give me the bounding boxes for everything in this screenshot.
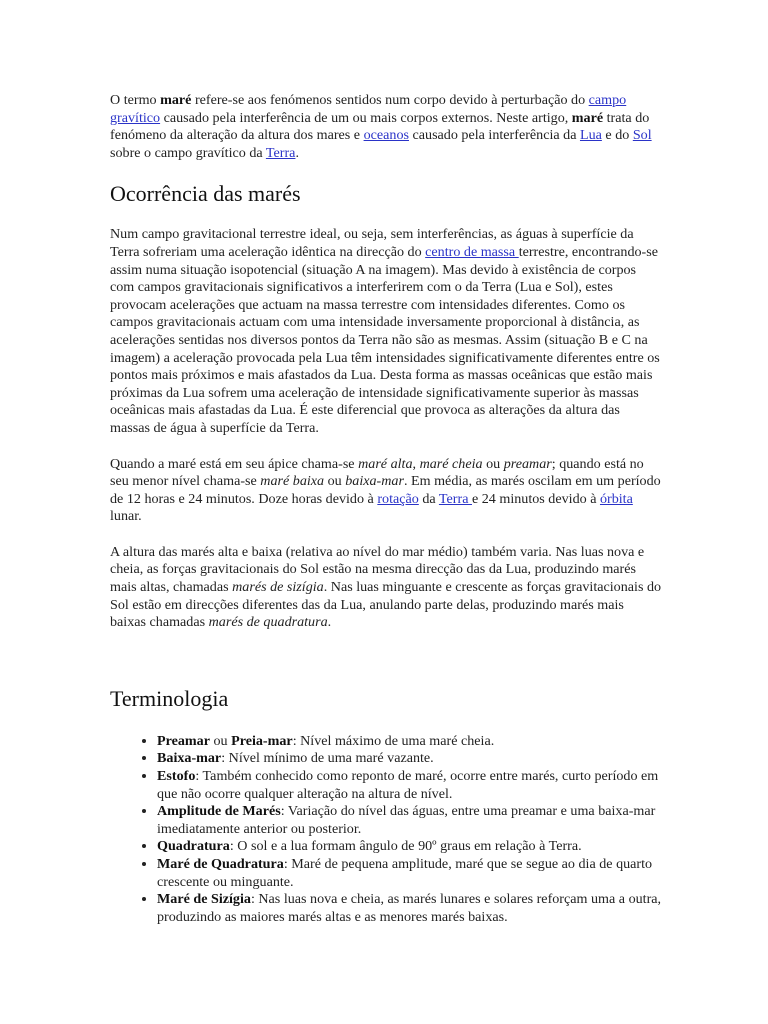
p2-text-7: da (418, 490, 439, 507)
p3-italic-quadratura: marés de quadratura (208, 614, 328, 631)
p1-text-1: Num campo gravitacional terrestre ideal, ou seja, sem interferências, as águas à superfície da Terra sofreriam uma aceleração idêntica na direcção do (110, 226, 634, 260)
terminology-list (110, 733, 662, 927)
link-rotacao[interactable]: rotação (377, 490, 419, 507)
term-definition: : Nas luas nova e cheia, as marés lunares e solares reforçam uma a outra, produzindo as maiores marés altas e as menores marés baixas. (157, 891, 662, 925)
term-definition: : Nível mínimo de uma maré vazante. (221, 750, 434, 767)
term-name: Estofo (157, 768, 196, 785)
term-name: Preamar (157, 732, 210, 749)
term-name: Quadratura (157, 838, 230, 855)
term-definition: : Variação do nível das águas, entre uma preamar e uma baixa-mar imediatamente anterior ou posterior. (157, 803, 656, 837)
intro-text-5: causado pela interferência da (408, 127, 580, 144)
term-item-mare-quadratura (157, 856, 662, 891)
term-name: Maré de Sizígia (157, 891, 251, 908)
term-definition: : Maré de pequena amplitude, maré que se segue ao dia de quarto crescente ou minguante. (157, 856, 653, 890)
link-oceanos[interactable]: oceanos (363, 127, 409, 144)
term-item-mare-sizigia (157, 891, 662, 926)
intro-text-6: e do (601, 127, 633, 144)
term-item-quadratura (157, 838, 662, 856)
link-campo-gravitico[interactable]: campo gravítico (110, 92, 627, 126)
p2-italic-mare-cheia: maré cheia (419, 455, 483, 472)
intro-text-1: O termo (110, 92, 161, 108)
term-name: Maré de Quadratura (157, 856, 284, 872)
term-item-baixa-mar (157, 750, 662, 768)
intro-text-2: refere-se aos fenómenos sentidos num corpo devido à perturbação do (191, 92, 589, 108)
p2-text-8: e 24 minutos devido à (471, 490, 600, 507)
intro-paragraph (110, 92, 662, 162)
article-body (110, 92, 662, 926)
p3-text-1: A altura das marés alta e baixa (relativa ao nível do mar médio) também varia. Nas luas nova e cheia, as forças gravitacionais do Sol estão na mesma direcção das da Lua, produzindo marés mais altas, chamadas (110, 543, 645, 596)
paragraph-campo-gravitacional (110, 226, 662, 437)
p3-text-2: . Nas luas minguante e crescente as forças gravitacionais do Sol estão em direcções diferentes das da Lua, anulando parte delas, produzindo marés mais baixas chamadas (110, 579, 662, 631)
term-item-amplitude (157, 803, 662, 838)
intro-text-4: trata do fenómeno da alteração da altura dos mares e (110, 109, 650, 144)
link-lua[interactable]: Lua (579, 127, 602, 144)
p2-text-3: ou (482, 455, 504, 472)
p2-text-9: lunar. (110, 508, 142, 525)
p1-text-2: terrestre, encontrando-se assim numa situação isopotencial (situação A na imagem). Mas devido à existência de corpos com campos gravitacionais significativos a interferirem com o da Terra (Lua e Sol), estes provocam acelerações que actuam na massa terrestre com intensidades diferentes. Como os campos gravitacionais actuam com uma intensidade inversamente proporcional à distância, as acelerações sentidas nos diversos pontos da Terra não são as mesmas. Assim (situação B e C na imagem) a aceleração provocada pela Lua têm intensidades significativamente diferentes entre os pontos mais próximos e mais afastados da Lua. Desta forma as massas oceânicas que estão mais próximas da Lua sofrem uma aceleração de intensidade significativamente superior às massas oceânicas mais afastadas da Lua. É este diferencial que provoca as alterações da altura das massas de água à superfície da Terra. (110, 243, 660, 436)
term-name-alt: Preia-mar (231, 732, 293, 749)
term-item-preamar (157, 733, 662, 751)
term-definition: : Também conhecido como reponto de maré, ocorre entre marés, curto período em que não ocorre qualquer alteração na altura de nível. (157, 768, 659, 802)
p2-italic-mare-baixa: maré baixa (260, 473, 325, 490)
link-terra-2[interactable]: Terra (438, 490, 472, 507)
link-orbita[interactable]: órbita (599, 490, 633, 507)
p2-italic-preamar: preamar (503, 455, 552, 472)
p3-italic-sizigia: marés de sizígia (232, 579, 324, 596)
p2-italic-baixa-mar: baixa-mar (345, 473, 404, 490)
p2-text-5: ou (324, 473, 346, 490)
term-name: Baixa-mar (157, 750, 222, 767)
paragraph-mare-alta-baixa (110, 456, 662, 526)
term-definition: : Nível máximo de uma maré cheia. (292, 732, 495, 749)
heading-ocorrencia: Ocorrência das marés (110, 181, 301, 207)
intro-text-7: sobre o campo gravítico da (110, 144, 266, 161)
link-sol[interactable]: Sol (632, 127, 652, 144)
p2-italic-mare-alta: maré alta (358, 455, 413, 472)
term-name: Amplitude de Marés (157, 803, 281, 820)
p2-text-2: , (412, 455, 420, 472)
p2-text-6: . Em média, as marés oscilam em um período de 12 horas e 24 minutos. Doze horas devido à (110, 473, 661, 507)
intro-text-8: . (295, 144, 299, 161)
paragraph-sizigia-quadratura (110, 544, 662, 632)
term-connector: ou (209, 732, 232, 749)
heading-terminologia: Terminologia (110, 685, 229, 711)
p2-text-4: ; quando está no seu menor nível chama-se (110, 455, 644, 490)
term-item-estofo (157, 768, 662, 803)
link-terra[interactable]: Terra (265, 144, 296, 161)
term-definition: : O sol e a lua formam ângulo de 90º graus em relação à Terra. (229, 838, 582, 855)
p3-text-3: . (327, 614, 332, 631)
intro-text-3: causado pela interferência de um ou mais corpos externos. Neste artigo, (160, 109, 572, 126)
p2-text-1: Quando a maré está em seu ápice chama-se (110, 455, 359, 472)
link-centro-de-massa[interactable]: centro de massa (425, 243, 519, 260)
intro-bold-mare-2: maré (571, 109, 604, 126)
intro-bold-mare: maré (160, 92, 192, 108)
